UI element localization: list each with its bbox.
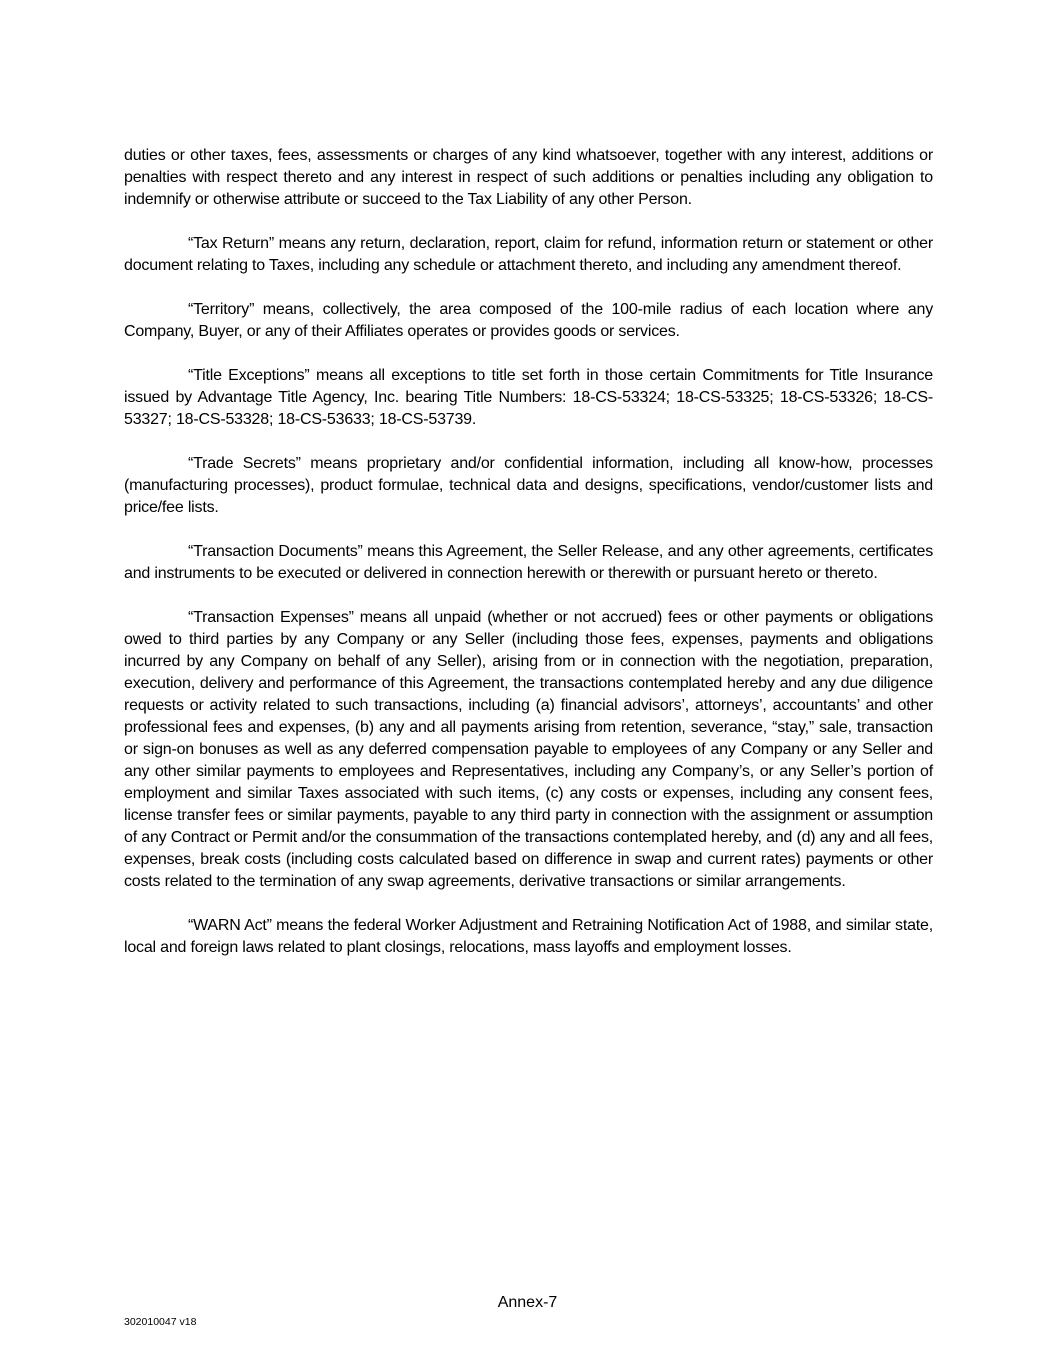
defined-term: “Title Exceptions” xyxy=(188,367,310,384)
document-id: 302010047 v18 xyxy=(124,1316,197,1328)
paragraph-text: duties or other taxes, fees, assessments or charges of any kind whatsoever, together with any interest, additions or penalties with respect thereto and any interest in respect of such additions or penalties including any obligation to indemnify or otherwise attribute or succeed to the Tax Liability of any other Person. xyxy=(124,147,933,208)
definition-transaction-expenses xyxy=(124,607,933,893)
definition-warn-act xyxy=(124,915,933,959)
document-body xyxy=(124,145,933,981)
definition-text: means all unpaid (whether or not accrued) fees or other payments or obligations owed to third parties by any Company or any Seller (including those fees, expenses, payments and obligations incurred by any Company on behalf of any Seller), arising from or in connection with the negotiation, preparation, execution, delivery and performance of this Agreement, the transactions contemplated hereby and any due diligence requests or activity related to such transactions, including (a) financial advisors’, attorneys’, accountants’ and other professional fees and expenses, (b) any and all payments arising from retention, severance, “stay,” sale, transaction or sign-on bonuses as well as any deferred compensation payable to employees of any Company or any Seller and any other similar payments to employees and Representatives, including any Company’s, or any Seller’s portion of employment and similar Taxes associated with such items, (c) any costs or expenses, including any consent fees, license transfer fees or similar payments, payable to any third party in connection with the assignment or assumption of any Contract or Permit and/or the consummation of the transactions contemplated hereby, and (d) any and all fees, expenses, break costs (including costs calculated based on difference in swap and current rates) payments or other costs related to the termination of any swap agreements, derivative transactions or similar arrangements. xyxy=(124,609,933,890)
page-number-label: Annex-7 xyxy=(497,1294,558,1311)
definition-text: means proprietary and/or confidential information, including all know-how, processes (manufacturing processes), product formulae, technical data and designs, specifications, vendor/customer lists and price/fee lists. xyxy=(124,455,933,516)
definition-title-exceptions xyxy=(124,365,933,431)
defined-term: “Transaction Documents” xyxy=(188,543,363,560)
definition-text: means any return, declaration, report, claim for refund, information return or statement or other document relating to Taxes, including any schedule or attachment thereto, and including any amendment thereof. xyxy=(124,235,934,274)
defined-term: “Tax Return” xyxy=(188,235,275,252)
defined-term: “Trade Secrets” xyxy=(188,455,301,472)
definition-text: means this Agreement, the Seller Release, and any other agreements, certificates and instruments to be executed or delivered in connection herewith or therewith or pursuant hereto or thereto. xyxy=(124,543,933,582)
definition-text: means all exceptions to title set forth in those certain Commitments for Title Insurance issued by Advantage Title Agency, Inc. bearing Title Numbers: 18-CS-53324; 18-CS-53325; 18-CS-53326; 18-CS-53327; 18-CS-53328; 18-CS-53633; 18-CS-53739. xyxy=(124,367,934,428)
paragraph-continuation xyxy=(124,145,933,211)
definition-transaction-documents xyxy=(124,541,933,585)
definition-territory xyxy=(124,299,933,343)
defined-term: “WARN Act” xyxy=(188,917,272,934)
definition-trade-secrets xyxy=(124,453,933,519)
defined-term: “Transaction Expenses” xyxy=(188,609,354,626)
definition-text: means the federal Worker Adjustment and Retraining Notification Act of 1988, and similar state, local and foreign laws related to plant closings, relocations, mass layoffs and employment losses. xyxy=(124,917,933,956)
defined-term: “Territory” xyxy=(188,301,255,318)
definition-text: means, collectively, the area composed of the 100-mile radius of each location where any Company, Buyer, or any of their Affiliates operates or provides goods or services. xyxy=(124,301,933,340)
definition-tax-return xyxy=(124,233,933,277)
